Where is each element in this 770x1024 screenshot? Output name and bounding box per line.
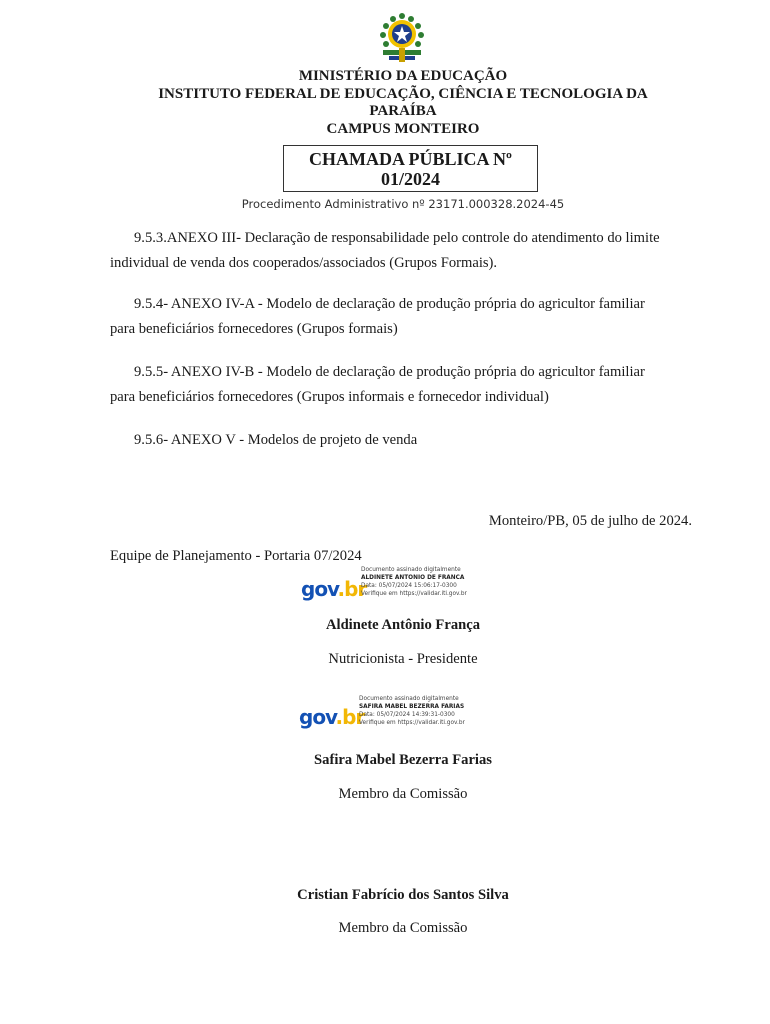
signer-role: Membro da Comissão	[338, 920, 468, 936]
annex-item-v: 9.5.6- ANEXO V - Modelos de projeto de venda	[134, 432, 418, 448]
place-and-date: Monteiro/PB, 05 de julho de 2024.	[488, 513, 692, 529]
signature-stamp-text: Documento assinado digitalmente ALDINETE ANTONIO DE FRANCA Data: 05/07/2024 15:06:17-0300 Verifique em https://validar.iti.gov.br	[361, 567, 467, 597]
signer-name: Cristian Fabrício dos Santos Silva	[297, 887, 509, 903]
document-title-box	[283, 145, 538, 192]
procedure-number: Procedimento Administrativo nº 23171.000328.2024-45	[241, 197, 565, 211]
digital-signature-stamp	[301, 565, 501, 607]
team-line: Equipe de Planejamento - Portaria 07/2024	[110, 548, 362, 564]
campus-heading: CAMPUS MONTEIRO	[326, 120, 480, 137]
title-line-2: 01/2024	[380, 169, 440, 189]
ministry-heading: MINISTÉRIO DA EDUCAÇÃO	[298, 68, 508, 84]
signer-role: Nutricionista - Presidente	[328, 651, 478, 667]
signer-name: Safira Mabel Bezerra Farias	[314, 752, 492, 768]
govbr-logo-icon: gov.br	[299, 705, 365, 729]
signature-stamp-text: Documento assinado digitalmente SAFIRA MABEL BEZERRA FARIAS Data: 05/07/2024 14:39:31-0300 Verifique em https://validar.iti.gov.br	[359, 696, 465, 726]
annex-item-iii: 9.5.3.ANEXO III- Declaração de responsabilidade pelo controle do atendimento do limite individual de venda dos cooperados/associados (Grupos Formais).	[110, 230, 660, 271]
signer-name: Aldinete Antônio França	[325, 617, 481, 633]
state-heading: PARAÍBA	[369, 103, 437, 119]
annex-item-iv-b: 9.5.5- ANEXO IV-B - Modelo de declaração de produção própria do agricultor familiar para beneficiários fornecedores (Grupos informais e fornecedor individual)	[110, 364, 645, 405]
brazil-coat-of-arms-icon	[377, 12, 427, 64]
institute-heading: INSTITUTO FEDERAL DE EDUCAÇÃO, CIÊNCIA E TECNOLOGIA DA	[158, 85, 648, 102]
annex-item-iv-a: 9.5.4- ANEXO IV-A - Modelo de declaração de produção própria do agricultor familiar para beneficiários fornecedores (Grupos formais)	[110, 296, 645, 337]
signer-role: Membro da Comissão	[338, 786, 468, 802]
govbr-logo-icon: gov.br	[301, 577, 367, 601]
title-line-1: CHAMADA PÚBLICA Nº	[309, 149, 512, 169]
digital-signature-stamp	[299, 694, 499, 736]
header-block	[110, 68, 696, 138]
